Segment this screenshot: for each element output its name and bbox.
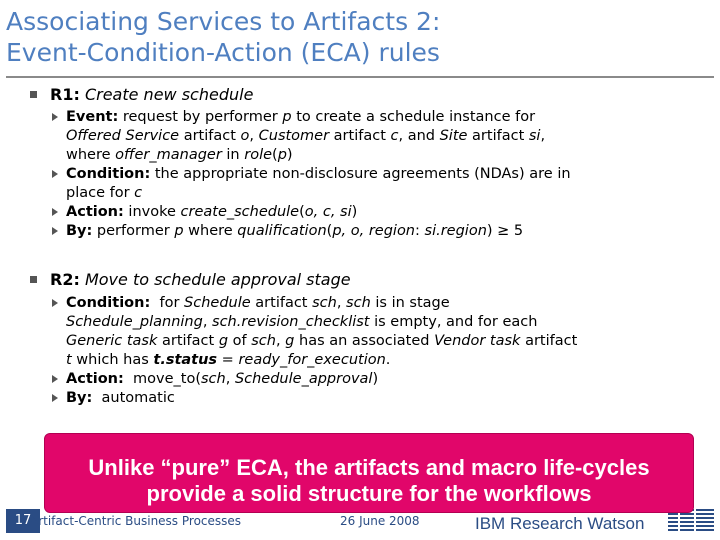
text-run: sch.revision_checklist <box>212 314 370 330</box>
callout-box <box>44 433 694 513</box>
text-run: of <box>228 333 252 349</box>
text-run: sch <box>346 295 371 311</box>
text-run: , <box>275 333 286 349</box>
text-run: Condition: <box>66 166 151 182</box>
text-run: p <box>277 147 287 163</box>
text-run: ( <box>299 204 305 220</box>
text-run: artifact <box>250 295 313 311</box>
callout-line-2: provide a solid structure for the workflows <box>146 481 592 506</box>
text-run: . <box>385 352 391 368</box>
rule-r1-item <box>52 108 652 165</box>
item-line <box>66 184 652 203</box>
text-run: is in stage <box>370 295 450 311</box>
arrow-bullet-icon <box>52 113 58 121</box>
text-run: Schedule <box>184 295 251 311</box>
text-run: the appropriate non-disclosure agreements (NDAs) are in <box>150 166 571 182</box>
rule-r1-item <box>52 165 652 203</box>
text-run: Action: <box>66 204 124 220</box>
text-run: g <box>218 333 229 349</box>
text-run: Event: <box>66 109 119 125</box>
item-line <box>66 294 652 313</box>
footer-date: 26 June 2008 <box>340 514 420 528</box>
rule-r1-name: Create new schedule <box>84 85 254 104</box>
item-line <box>66 351 652 370</box>
text-run: By: <box>66 223 93 239</box>
text-run: create_schedule <box>180 204 300 220</box>
text-run: Vendor task <box>434 333 521 349</box>
square-bullet-icon <box>30 276 37 283</box>
text-run: artifact <box>467 128 529 144</box>
rule-r2-item <box>52 370 652 389</box>
item-line <box>66 127 652 146</box>
text-run: where <box>183 223 238 239</box>
text-run: ) <box>286 147 293 163</box>
text-run: sch <box>312 295 337 311</box>
text-run: ) ≥ 5 <box>486 223 524 239</box>
arrow-bullet-icon <box>52 208 58 216</box>
arrow-bullet-icon <box>52 299 58 307</box>
text-run: , <box>540 128 546 144</box>
title-divider <box>6 76 714 78</box>
text-run: automatic <box>92 390 175 406</box>
text-run: si <box>528 128 541 144</box>
item-line <box>66 165 652 184</box>
rule-r1-item <box>52 203 652 222</box>
item-line <box>66 108 652 127</box>
rule-r2-items <box>52 294 652 408</box>
item-line <box>66 203 652 222</box>
slide-title-line-2: Event-Condition-Action (ECA) rules <box>6 38 440 67</box>
text-run: p <box>282 109 292 125</box>
text-run: is empty, and for each <box>369 314 538 330</box>
text-run: has an associated <box>294 333 435 349</box>
text-run: c <box>390 128 399 144</box>
arrow-bullet-icon <box>52 170 58 178</box>
slide-title <box>6 6 566 68</box>
text-run: artifact <box>329 128 391 144</box>
item-line <box>66 370 652 389</box>
text-run: , <box>225 371 235 387</box>
item-line <box>66 313 652 332</box>
text-run: Generic task <box>66 333 158 349</box>
rule-r2-item <box>52 389 652 408</box>
rule-r1-item <box>52 222 652 241</box>
rule-r2-label: R2: <box>50 270 80 289</box>
arrow-bullet-icon <box>52 227 58 235</box>
slide-title-line-1: Associating Services to Artifacts 2: <box>6 7 441 36</box>
item-line <box>66 222 652 241</box>
text-run: qualification <box>237 223 327 239</box>
text-run: ( <box>272 147 278 163</box>
square-bullet-icon <box>30 91 37 98</box>
text-run: , <box>336 295 347 311</box>
text-run: ) <box>372 371 379 387</box>
text-run: to create a schedule instance for <box>291 109 536 125</box>
text-run: Action: <box>66 371 124 387</box>
text-run: Schedule_approval <box>234 371 373 387</box>
item-line <box>66 389 652 408</box>
text-run: p <box>174 223 184 239</box>
text-run: ready_for_execution <box>238 352 386 368</box>
text-run: o, c, si <box>304 204 352 220</box>
footer-org: IBM Research Watson <box>475 514 645 533</box>
page-number: 17 <box>6 509 40 533</box>
callout-line-1: Unlike “pure” ECA, the artifacts and macro life-cycles <box>88 455 650 480</box>
text-run: By: <box>66 390 93 406</box>
text-run: Offered Service <box>66 128 180 144</box>
text-run: performer <box>92 223 175 239</box>
text-run: artifact <box>179 128 241 144</box>
text-run: c <box>134 185 143 201</box>
text-run: : <box>415 223 425 239</box>
rule-r1-items <box>52 108 652 241</box>
text-run: invoke <box>123 204 181 220</box>
text-run: request by performer <box>118 109 283 125</box>
text-run: p, o, region <box>332 223 416 239</box>
text-run: for <box>150 295 185 311</box>
text-run: Site <box>439 128 468 144</box>
rule-r2-name: Move to schedule approval stage <box>84 270 351 289</box>
footer-title: Artifact-Centric Business Processes <box>30 514 242 528</box>
text-run: artifact <box>520 333 578 349</box>
item-line <box>66 332 652 351</box>
text-run: where <box>66 147 116 163</box>
text-run: ( <box>326 223 333 239</box>
text-run: g <box>285 333 295 349</box>
text-run: Schedule_planning <box>66 314 203 330</box>
text-run: o <box>240 128 250 144</box>
text-run: , <box>249 128 259 144</box>
text-run: sch <box>201 371 226 387</box>
rule-r2-item <box>52 294 652 370</box>
text-run: , <box>202 314 213 330</box>
text-run: si.region <box>424 223 487 239</box>
text-run: = <box>217 352 239 368</box>
text-run: in <box>221 147 245 163</box>
text-run: , and <box>398 128 440 144</box>
text-run: sch <box>251 333 276 349</box>
text-run: ) <box>351 204 358 220</box>
text-run: offer_manager <box>115 147 222 163</box>
text-run: t <box>66 352 72 368</box>
text-run: role <box>244 147 273 163</box>
text-run: move_to( <box>123 371 201 387</box>
text-run: place for <box>66 185 135 201</box>
text-run: t.status <box>153 352 218 368</box>
arrow-bullet-icon <box>52 375 58 383</box>
text-run: artifact <box>157 333 219 349</box>
text-run: Customer <box>258 128 330 144</box>
arrow-bullet-icon <box>52 394 58 402</box>
item-line <box>66 146 652 165</box>
text-run: Condition: <box>66 295 151 311</box>
text-run: which has <box>71 352 154 368</box>
rule-r1-label: R1: <box>50 85 80 104</box>
